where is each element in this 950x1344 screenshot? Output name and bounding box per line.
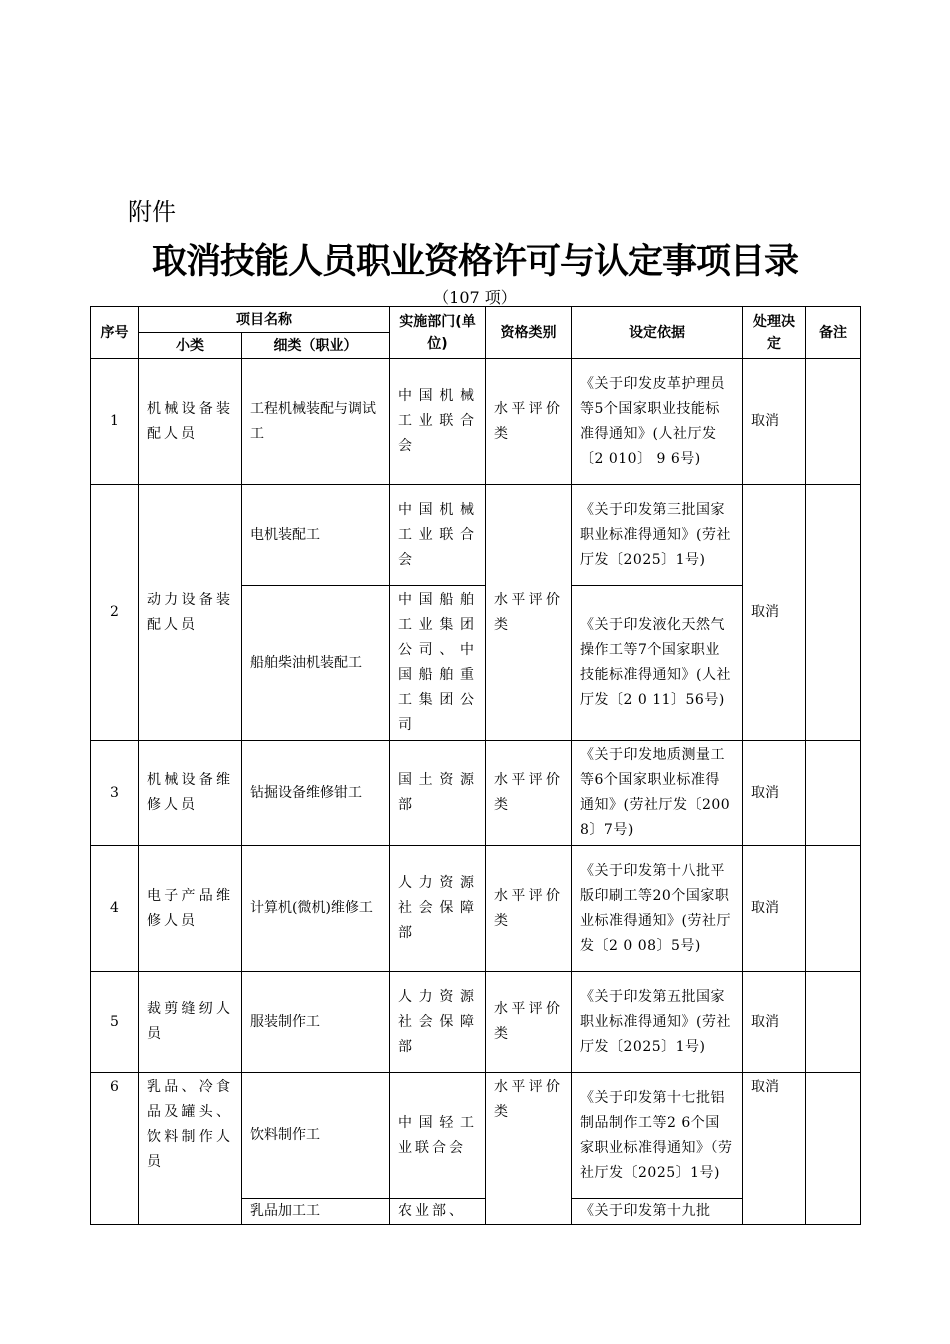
subclass-cell: 机械设备维修人员 (139, 741, 242, 846)
detail-cell: 服装制作工 (242, 972, 390, 1073)
decision-cell: 取消 (743, 1073, 806, 1225)
detail-cell: 乳品加工工 (242, 1199, 390, 1225)
document-title: 取消技能人员职业资格许可与认定事项目录 (151, 242, 798, 282)
basis-cell: 《关于印发第五批国家职业标准得通知》(劳社厅发〔2025〕1号) (572, 972, 743, 1073)
header-decision: 处理决定 (743, 307, 806, 359)
category-cell: 水平评价类 (486, 741, 572, 846)
category-cell: 水平评价类 (486, 359, 572, 485)
detail-cell: 钻掘设备维修钳工 (242, 741, 390, 846)
header-dept: 实施部门(单位) (390, 307, 486, 359)
remark-cell (806, 1073, 861, 1225)
detail-cell: 船舶柴油机装配工 (242, 586, 390, 741)
detail-cell: 工程机械装配与调试工 (242, 359, 390, 485)
basis-cell: 《关于印发地质测量工等6个国家职业标准得通知》(劳社厅发〔200 8〕7号) (572, 741, 743, 846)
seq-cell: 1 (91, 359, 139, 485)
subclass-cell: 机械设备装配人员 (139, 359, 242, 485)
header-remark: 备注 (806, 307, 861, 359)
dept-cell: 中国机械工业联合会 (390, 359, 486, 485)
table-row (91, 359, 861, 485)
subclass-cell: 动力设备装配人员 (139, 485, 242, 741)
table-row (91, 972, 861, 1073)
dept-cell: 国土资源部 (390, 741, 486, 846)
decision-cell: 取消 (743, 741, 806, 846)
remark-cell (806, 972, 861, 1073)
dept-cell: 农业部、 (390, 1199, 486, 1225)
detail-cell: 电机装配工 (242, 485, 390, 586)
detail-cell: 饮料制作工 (242, 1073, 390, 1199)
seq-cell: 3 (91, 741, 139, 846)
header-seq: 序号 (91, 307, 139, 359)
table-row (91, 741, 861, 846)
category-cell: 水平评价类 (486, 1073, 572, 1225)
subclass-cell: 乳品、冷食品及罐头、饮料制作人员 (139, 1073, 242, 1225)
remark-cell (806, 485, 861, 741)
seq-cell: 2 (91, 485, 139, 741)
category-cell: 水平评价类 (486, 972, 572, 1073)
decision-cell: 取消 (743, 485, 806, 741)
item-count: （107 项） (433, 288, 517, 307)
category-cell: 水平评价类 (486, 846, 572, 972)
seq-cell: 4 (91, 846, 139, 972)
dept-cell: 中国机械工业联合会 (390, 485, 486, 586)
table-row (91, 1073, 861, 1199)
basis-cell: 《关于印发皮革护理员等5个国家职业技能标准得通知》(人社厅发〔2 010〕 9 6号) (572, 359, 743, 485)
attachment-label: 附件 (128, 198, 176, 226)
decision-cell: 取消 (743, 972, 806, 1073)
catalog-table (90, 306, 861, 1225)
dept-cell: 人力资源社会保障部 (390, 972, 486, 1073)
basis-cell: 《关于印发第十八批平版印刷工等20个国家职业标准得通知》(劳社厅发〔2 0 08〕5号) (572, 846, 743, 972)
dept-cell: 中国轻工业联合会 (390, 1073, 486, 1199)
dept-cell: 人力资源社会保障部 (390, 846, 486, 972)
basis-cell: 《关于印发第三批国家职业标准得通知》(劳社厅发〔2025〕1号) (572, 485, 743, 586)
seq-cell: 6 (91, 1073, 139, 1225)
remark-cell (806, 846, 861, 972)
detail-cell: 计算机(微机)维修工 (242, 846, 390, 972)
basis-cell: 《关于印发第十七批铝制品制作工等2 6个国家职业标准得通知》（劳社厅发〔2025〕1号) (572, 1073, 743, 1199)
subclass-cell: 电子产品维修人员 (139, 846, 242, 972)
basis-cell: 《关于印发液化天然气操作工等7个国家职业技能标准得通知》(人社厅发〔2 0 11〕56号) (572, 586, 743, 741)
header-basis: 设定依据 (572, 307, 743, 359)
dept-cell: 中国船舶工业集团公司、中国船舶重工集团公司 (390, 586, 486, 741)
remark-cell (806, 741, 861, 846)
table-row (91, 485, 861, 586)
header-detail: 细类（职业） (242, 333, 390, 359)
header-category: 资格类别 (486, 307, 572, 359)
subclass-cell: 裁剪缝纫人员 (139, 972, 242, 1073)
header-project-name: 项目名称 (139, 307, 390, 333)
header-subclass: 小类 (139, 333, 242, 359)
remark-cell (806, 359, 861, 485)
category-cell: 水平评价类 (486, 485, 572, 741)
seq-cell: 5 (91, 972, 139, 1073)
decision-cell: 取消 (743, 359, 806, 485)
table-row (91, 846, 861, 972)
basis-cell: 《关于印发第十九批 (572, 1199, 743, 1225)
decision-cell: 取消 (743, 846, 806, 972)
